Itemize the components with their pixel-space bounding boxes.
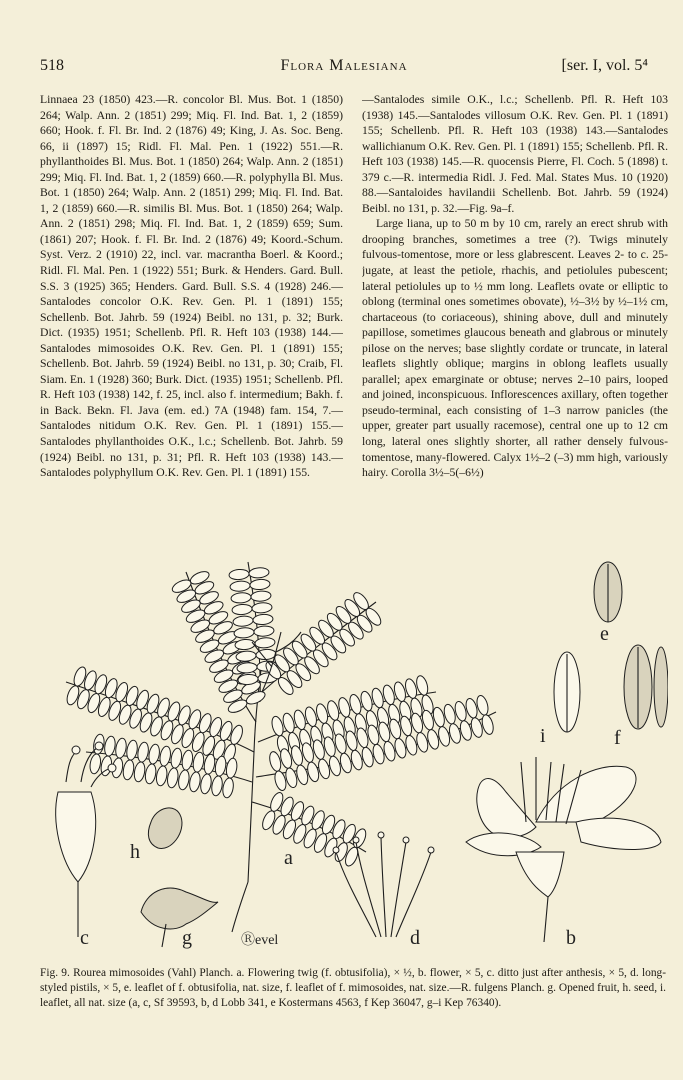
- leaflet-e-drawing: [594, 562, 622, 622]
- pistils-d-drawing: [333, 832, 434, 937]
- page-number: 518: [40, 57, 64, 74]
- species-description: Large liana, up to 50 m by 10 cm, rarely an erect shrub with drooping branches, sometimes a tree (?). Twigs minutely fulvous-tomentose, more or less glabrescent. Leaves 2- to c. 25-jugate, at least the petiole, rhachis, and petiolules pubescent; lateral petiolules up to ½ mm long. Leaflets ovate or elliptic to oblong (terminal ones sometimes obovate), ½–3½ by ½–1½ cm, chartaceous (to coriaceous), shining above, dull and minutely papillose, sometimes glaucous beneath and glabrous or minutely pilose on the nerves; base slightly cordate or truncate, in lateral leaflets slightly oblique; margins in oblong leaflets usually parallel; apex emarginate or obtuse; nerves 2–10 pairs, looped and joined, inconspicuous. Inflorescences axillary, often together pseudo-terminal, each consisting of 1–3 narrow panicles (the upper, greater part usually racemose), central one up to 12 cm long, lateral ones slightly shorter, all rather densely fulvous-tomentose, many-flowered. Calyx 1½–2 (–3) mm high, variously hairy. Corolla 3½–5(–6½): [362, 217, 668, 480]
- label-h: h: [130, 841, 140, 863]
- page-header: [40, 57, 648, 79]
- botanical-illustration: [36, 552, 668, 956]
- flower-b-drawing: [466, 757, 661, 942]
- label-i: i: [540, 725, 546, 747]
- flowering-twig-drawing: [65, 562, 496, 932]
- label-e: e: [600, 623, 609, 645]
- leaflet-f-drawing: [624, 645, 668, 729]
- series-volume: [ser. I, vol. 5⁴: [561, 57, 648, 74]
- label-b: b: [566, 927, 576, 949]
- label-a: a: [284, 847, 293, 869]
- label-g: g: [182, 927, 192, 949]
- figure-caption: [40, 966, 666, 1011]
- opened-fruit-g-drawing: [141, 888, 218, 947]
- synonymy-text: Linnaea 23 (1850) 423.—R. concolor Bl. Mus. Bot. 1 (1850) 264; Walp. Ann. 2 (1851) 299; Miq. Fl. Ind. Bat. 1, 2 (1859) 660; Hook. f. Fl. Br. Ind. 2 (1876) 49; King, J. As. Soc. Beng. 66, ii (1897) 15; Ridl. Fl. Mal. Pen. 1 (1922) 551.—R. phyllanthoides Bl. Mus. Bot. 1 (1850) 264; Walp. Ann. 2 (1851) 299; Miq. Fl. Ind. Bat. 1, 2 (1859) 660.—R. polyphylla Bl. Mus. Bot. 1 (1850) 264; Walp. Ann. 2 (1851) 299; Miq. Fl. Ind. Bat. 1, 2 (1859) 660.—R. similis Bl. Mus. Bot. 1 (1850) 264; Walp. Ann. 2 (1851) 298; Miq. Fl. Ind. Bat. 1, 2 (1859) 659; Sum. (1861) 207; Hook. f. Fl. Br. Ind. 2 (1876) 49; Koord.-Schum. Syst. Verz. 2 (1910) 22, incl. var. macrantha Boerl. & Koord.; Ridl. Fl. Mal. Pen. 1 (1922) 551; Burk. & Henders. Gard. Bull. S.S. 3 (1925) 365; Henders. Gard. Bull. S.S. 4 (1928) 246.—Santalodes concolor O.K. Rev. Gen. Pl. 1 (1891) 155; Schellenb. Bot. Jahrb. 59 (1924) Beibl. no 131, p. 32; Burk. Dict. (1935) 1951; Schellenb. Pfl. R. Heft 103 (1938) 144.—Santalodes mimosoides O.K. Rev. Gen. Pl. 1 (1891) 155; Schellenb. Bot. Jahrb. 59 (1924) Beibl. no 131, p. 30; Craib, Fl. Siam. En. 1 (1928) 360; Burk. Dict. (1935) 1951; Schellenb. Pfl. R. Heft 103 (1938) 142, f. 25, incl. also f. intermedium; Bakh. f. in Back. Bekn. Fl. Java (em. ed.) 7A (1948) fam. 154, 7.—Santalodes nitidum O.K. Rev. Gen. Pl. 1 (1891) 155.—Santalodes phyllanthoides O.K., l.c.; Schellenb. Bot. Jahrb. 59 (1924) Beibl. no 131, p. 31; Pfl. R. Heft 103 (1938) 143.—Santalodes polyphyllum O.K. Rev. Gen. Pl. 1 (1891) 155.: [40, 93, 343, 480]
- artist-signature: Ⓡevel: [241, 933, 279, 948]
- label-f: f: [614, 727, 621, 749]
- caption-text: Fig. 9. Rourea mimosoides (Vahl) Planch. a. Flowering twig (f. obtusifolia), × ½, b. flower, × 5, c. ditto just after anthesis, × 5, d. long-styled pistils, × 5, e. leaflet of f. obtusifolia, nat. size, f. leaflet of f. mimosoides, nat. size.—R. fulgens Planch. g. Opened fruit, h. seed, i. leaflet, all nat. size (a, c, Sf 39593, b, d Lobb 341, e Kostermans 4563, f Kep 36047, g–i Kep 76340).: [40, 967, 666, 1009]
- running-title: Flora Malesiana: [280, 57, 408, 74]
- seed-h-drawing: [148, 808, 182, 849]
- illustration-svg: [36, 552, 668, 956]
- label-c: c: [80, 927, 89, 949]
- synonymy-continuation: —Santalodes simile O.K., l.c.; Schellenb. Pfl. R. Heft 103 (1938) 145.—Santalodes villosum O.K. Rev. Gen. Pl. 1 (1891) 155; Schellenb. Pfl. R. Heft 103 (1938) 143.—Santalodes wallichianum O.K. Rev. Gen. Pl. 1 (1891) 155; Schellenb. Pfl. R. Heft 103 (1938) 145.—R. quocensis Pierre, Fl. Coch. 5 (1898) t. 379 c.—R. intermedia Ridl. J. Fed. Mal. States Mus. 10 (1920) 88.—Santaloides havilandii Schellenb. Bot. Jahrb. 59 (1924) Beibl. no 131, p. 32.—Fig. 9a–f.: [362, 93, 668, 215]
- right-column: [362, 92, 668, 570]
- left-column: [40, 92, 343, 570]
- leaflet-i-drawing: [554, 652, 580, 732]
- label-d: d: [410, 927, 420, 949]
